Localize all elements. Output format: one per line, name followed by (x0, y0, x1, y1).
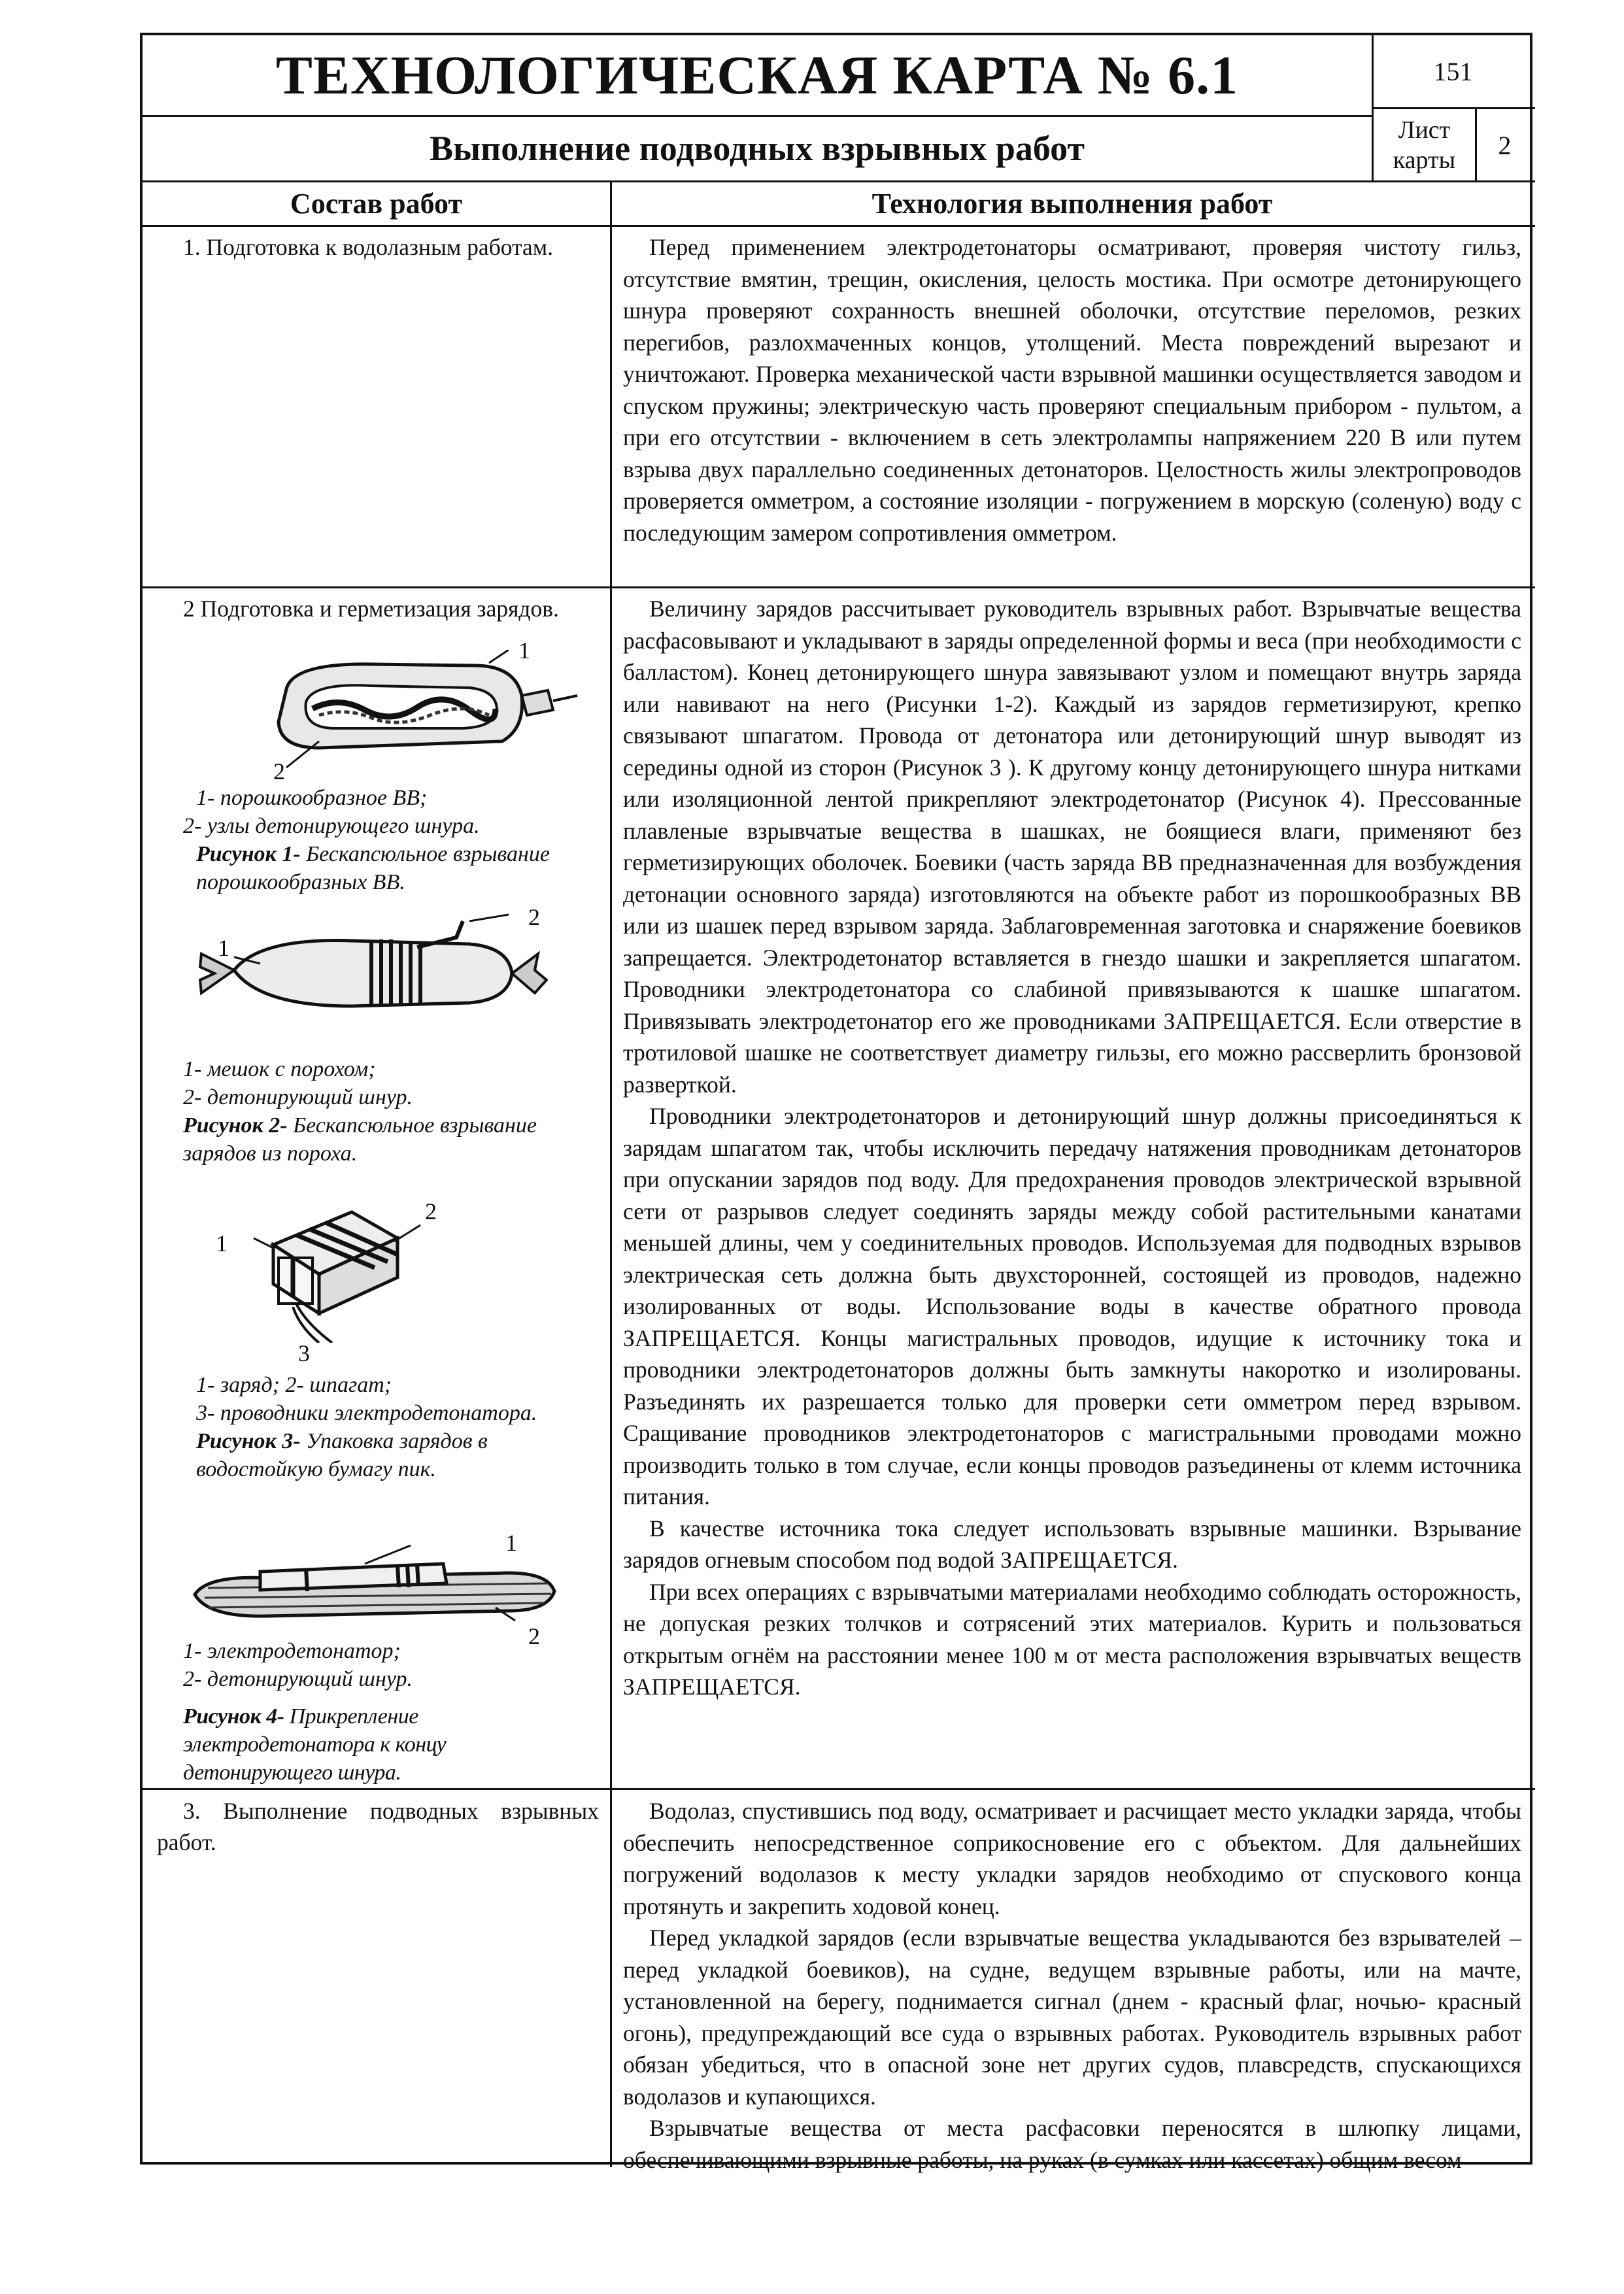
figure-3-marker-1: 1 (216, 1230, 228, 1257)
figure-3-title: Упаковка зарядов в водостойкую бумагу пик. (196, 1429, 488, 1481)
step-3-paragraph-2: Перед укладкой зарядов (если взрывчатые вещества укладываются без взрывателей – перед укладкой боевиков), на судне, ведущем взрывные работы, или на мачте, установленной на берегу, поднимается сигнал (днем - красный флаг, ночью- красный огонь), предупреждающий все суда о взрывных работах. Руководитель взрывных работ обязан убедиться, что в опасной зоне нет других судов, плавсредств, спускающихся водолазов и купающихся. (623, 1925, 1521, 2110)
figure-1-legend-2: 2- узлы детонирующего шнура. (183, 814, 480, 838)
figure-3-legend-2: 3- проводники электродетонатора. (196, 1401, 537, 1425)
figure-1-powder-charge (241, 650, 581, 781)
figure-1-title: Бескапсюльное взрывание порошкообразных ВВ. (196, 842, 550, 894)
figure-3-marker-3: 3 (298, 1340, 310, 1366)
figure-2-label: Рисунок 2- (183, 1113, 288, 1138)
column-header-right: Технология выполнения работ (871, 188, 1273, 220)
step-3-title: 3. Выполнение подводных взрывных работ. (157, 1798, 599, 1855)
section1-bottom-border (143, 586, 1535, 588)
step-1-title: 1. Подготовка к водолазным работам. (183, 234, 554, 260)
card-title: ТЕХНОЛОГИЧЕСКАЯ КАРТА № 6.1 (275, 44, 1239, 106)
step-1-paragraph: Перед применением электродетонаторы осматривают, проверяя чистоту гильз, отсутствие вмятин, трещин, окисления, целость мостика. При осмотре детонирующего шнура проверяют сохранность внешней оболочки, отсутствие переломов, резких перегибов, разлохмаченных концов, утолщений. Места повреждений вырезают и уничтожают. Проверка механической части взрывной машинки осуществляется заводом и спуском пружины; электрическую часть проверяют специальным прибором - пультом, а при его отсутствии - включением в сеть электролампы напряжением 220 В или путем взрыва двух параллельно соединенных детонаторов. Целостность жилы электропроводов проверяется омметром, а состояние изоляции - погружением в морскую (соленую) воду с последующим замером сопротивления омметром. (623, 234, 1521, 546)
figure-2-title: Бескапсюльное взрывание зарядов из пороха. (183, 1113, 537, 1166)
figure-4-label: Рисунок 4- (183, 1704, 284, 1729)
figure-3-marker-2: 2 (425, 1198, 437, 1224)
figure-3-label: Рисунок 3- (196, 1429, 301, 1453)
technological-card (140, 33, 1532, 2173)
figure-4-marker-2: 2 (528, 1623, 540, 1649)
card-subtitle: Выполнение подводных взрывных работ (430, 128, 1085, 168)
sheet-number: 2 (1498, 130, 1512, 160)
step-1-text (623, 231, 1521, 548)
figure-1-marker-1: 1 (518, 637, 530, 664)
figure-4-title: Прикрепление электродетонатора к концу детонирующего шнура. (183, 1704, 447, 1785)
step-2-paragraph-4: При всех операциях с взрывчатыми материалами необходимо соблюдать осторожность, не допуская резких толчков и сотрясений этих материалов. Курить и пользоваться открытым огнём на расстоянии менее 100 м от места расположения взрывчатых веществ ЗАПРЕЩАЕТСЯ. (623, 1578, 1521, 1700)
figure-4-caption (157, 1637, 599, 1787)
sheet-label-line2: карты (1393, 146, 1456, 174)
figure-4-marker-1: 1 (505, 1530, 517, 1556)
column-divider (610, 180, 612, 2167)
figure-2-caption (157, 1055, 599, 1168)
page-number: 151 (1433, 56, 1473, 86)
sheet-label-line1: Лист (1398, 116, 1451, 144)
step-3-paragraph-3: Взрывчатые вещества от места расфасовки переносятся в шлюпку лицами, обеспечивающими взрывные работы, на руках (в сумках или кассетах) общим весом (623, 2115, 1521, 2173)
step-2-paragraph-1: Величину зарядов рассчитывает руководитель взрывных работ. Взрывчатые вещества расфасовывают и укладывают в заряды определенной формы и веса (при необходимости с балластом). Конец детонирующего шнура завязывают узлом и помещают внутрь заряда или навивают на него (Рисунки 1-2). Каждый из зарядов герметизируют, крепко связывают шпагатом. Провода от детонатора или детонирующий шнур выводят из середины одной из сторон (Рисунок 3 ). К другому концу детонирующего шнура нитками или изоляционной лентой прикрепляют электродетонатор (Рисунок 4). Прессованные плавленые взрывчатые вещества в шашках, не боящиеся влаги, применяют без герметизирующих оболочек. Боевики (часть заряда ВВ предназначенная для возбуждения детонации основного заряда) изготовляются на объекте работ из порошкообразных ВВ или из шашек перед взрывом заряда. Заблаговременная заготовка и снаряжение боевиков запрещается. Электродетонатор вставляется в гнездо шашки и закрепляется шпагатом. Проводники электродетонатора со слабиной привязываются к шашке шпагатом. Привязывать электродетонатор его же проводниками ЗАПРЕЩАЕТСЯ. Если отверстие в тротиловой шашке не соответствует диаметру гильзы, его можно рассверлить бронзовой разверткой. (623, 596, 1521, 1098)
figure-1-caption (157, 784, 599, 896)
section2-bottom-border (143, 1788, 1535, 1790)
figure-2-gunpowder-bag (182, 908, 548, 1032)
step-2-paragraph-3: В качестве источника тока следует использовать взрывные машинки. Взрывание зарядов огневым способом под водой ЗАПРЕЩАЕТСЯ. (623, 1515, 1521, 1573)
figure-2-legend-2: 2- детонирующий шнур. (183, 1085, 413, 1109)
figure-3-caption (157, 1371, 599, 1483)
sheet-label (1374, 109, 1475, 181)
figure-2-legend-1: 1- мешок с порохом; (183, 1057, 376, 1081)
figure-4-legend-2: 2- детонирующий шнур. (183, 1667, 413, 1691)
step-2-paragraph-2: Проводники электродетонаторов и детонирующий шнур должны присоединяться к зарядам шпагатом так, чтобы исключить передачу натяжения проводникам детонаторов при опускании зарядов под воду. Для предохранения проводов электрической взрывной сети от разрывов следует соединять заряды между собой растительными канатами меньшей длины, чем у соединительных проводов. Используемая для подводных взрывов электрическая сеть должна быть двухсторонней, состоящей из проводов, надежно изолированных от воды. Использование воды в качестве обратного провода ЗАПРЕЩАЕТСЯ. Концы магистральных проводов, идущие к источнику тока и проводники электродетонаторов должны быть замкнуты накоротко и изолированы. Разъединять их разрешается только для проверки сети омметром перед взрывом. Сращивание проводников электродетонаторов с магистральными проводами можно производить только в том случае, если концы проводов разъединены от клемм источника питания. (623, 1103, 1521, 1510)
figure-2-marker-2: 2 (528, 904, 540, 930)
column-header-left: Состав работ (290, 188, 463, 220)
colhead-bottom-border (143, 225, 1535, 227)
figure-1-marker-2: 2 (273, 758, 285, 784)
step-2-text (623, 593, 1521, 1703)
figure-3-wrapped-charge (234, 1186, 456, 1343)
step-3-paragraph-1: Водолаз, спустившись под воду, осматривает и расчищает место укладки заряда, чтобы обеспечить непосредственное соприкосновение его с объектом. Для дальнейших погружений водолазов к месту укладки зарядов необходимо от спускового конца протянуть и закрепить ходовой конец. (623, 1798, 1521, 1919)
step-3-text (623, 1795, 1521, 2176)
figure-1-legend-1: 1- порошкообразное ВВ; (196, 786, 428, 810)
figure-2-marker-1: 1 (218, 935, 229, 961)
figure-4-detonator-attachment (169, 1532, 561, 1630)
step-2-title: 2 Подготовка и герметизация зарядов. (183, 596, 559, 622)
figure-1-label: Рисунок 1- (196, 842, 301, 866)
figure-3-legend-1: 1- заряд; 2- шпагат; (196, 1373, 392, 1397)
figure-4-legend-1: 1- электродетонатор; (183, 1639, 401, 1663)
